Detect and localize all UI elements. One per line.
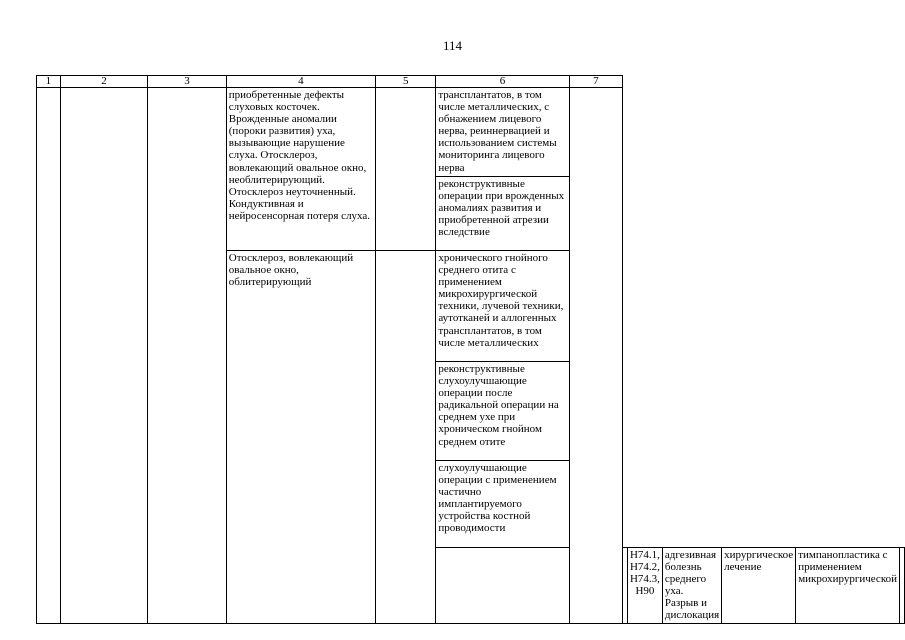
column-number: 7 [569, 76, 622, 88]
method-cell: реконструктивные слухоулучшающие операции после радикальной операции на среднем ухе при хроническом гнойном среднем отите [436, 362, 569, 461]
method-cell: хронического гнойного среднего отита с применением микрохирургической техники, лучевой техники, аутотканей и аллогенных трансплантатов, в том числе металлических [436, 251, 569, 362]
icd-codes-cell: H74.1, H74.2, H74.3, H90 [627, 548, 662, 624]
column-number: 5 [376, 76, 436, 88]
column-number: 6 [436, 76, 569, 88]
column-number: 1 [37, 76, 61, 88]
method-cell: трансплантатов, в том числе металлических, с обнажением лицевого нерва, реиннервацией и использованием системы мониторинга лицевого нерва [436, 88, 569, 177]
table-row [37, 88, 905, 177]
column-number: 4 [226, 76, 375, 88]
diagnosis-cell: Отосклероз, вовлекающий овальное окно, облитерирующий [226, 251, 375, 624]
treatment-cell: хирургическое лечение [722, 548, 796, 624]
page-number: 114 [442, 38, 463, 53]
method-cell: слухоулучшающие операции с применением частично имплантируемого устройства костной проводимости [436, 461, 569, 548]
column-number: 2 [60, 76, 147, 88]
treatment-cell [376, 88, 436, 251]
cell-col-1 [37, 88, 61, 624]
method-cell: реконструктивные операции при врожденных аномалиях развития и приобретенной атрезии вследствие [436, 176, 569, 250]
cell-col-7 [569, 88, 622, 624]
cell-col-7 [900, 548, 905, 624]
cell-col-2 [60, 88, 147, 624]
cell-col-3 [148, 88, 227, 624]
method-cell: тимпанопластика с применением микрохирургической [796, 548, 900, 624]
diagnosis-cell: приобретенные дефекты слуховых косточек. Врожденные аномалии (пороки развития) уха, вызывающие нарушение слуха. Отосклероз, вовлекающий овальное окно, необлитерирующий. Отосклероз неуточненный. Кондуктивная и нейросенсорная потеря слуха. [226, 88, 375, 251]
treatment-cell [376, 251, 436, 624]
diagnosis-cell: адгезивная болезнь среднего уха. Разрыв и дислокация [662, 548, 721, 624]
column-number-row [37, 76, 905, 88]
cell-col-1 [436, 548, 569, 624]
medical-care-table [36, 75, 905, 624]
column-number: 3 [148, 76, 227, 88]
